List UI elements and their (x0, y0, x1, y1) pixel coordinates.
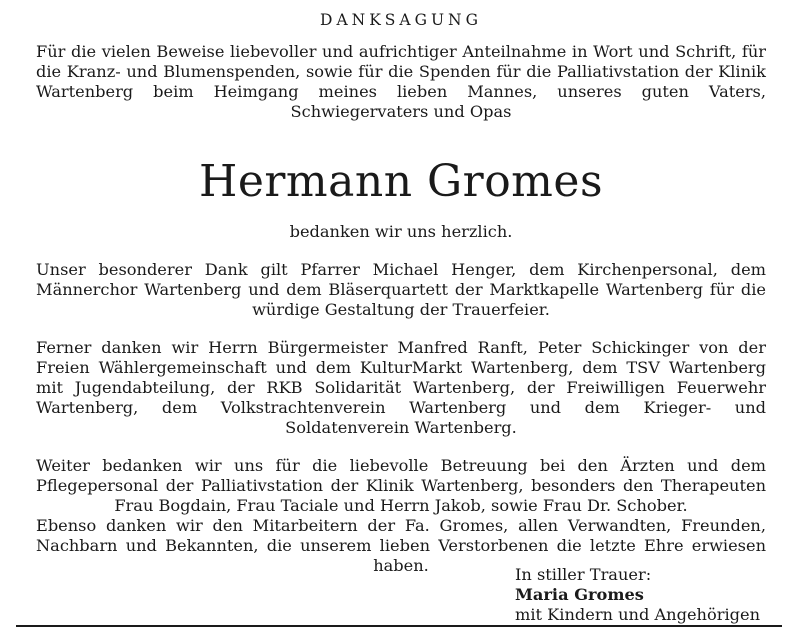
notice-body (36, 10, 766, 576)
signature-block (515, 565, 760, 625)
deceased-name: Hermann Gromes (198, 156, 604, 207)
thanks-line: bedanken wir uns herzlich. (289, 222, 513, 241)
signature-line-3: mit Kindern und Angehörigen (515, 605, 760, 624)
notice-heading: DANKSAGUNG (320, 11, 482, 29)
thanks-paragraph-3: Weiter bedanken wir uns für die liebevolle Betreuung bei den Ärzten und dem Pflegepersonal der Palliativstation der Klinik Wartenberg, besonders den Therapeuten Frau Bogdain, Frau Taciale und Herrn Jakob, sowie Frau Dr. Schober. (36, 456, 766, 515)
signature-name: Maria Gromes (515, 585, 644, 604)
signature-line-1: In stiller Trauer: (515, 565, 652, 584)
thanks-paragraph-1: Unser besonderer Dank gilt Pfarrer Michael Henger, dem Kirchenpersonal, dem Männerchor Wartenberg und dem Bläserquartett der Marktkapelle Wartenberg für die würdige Gestaltung der Trauerfeier. (36, 260, 766, 319)
thanks-paragraph-2: Ferner danken wir Herrn Bürgermeister Manfred Ranft, Peter Schickinger von der Freien Wählergemeinschaft und dem KulturMarkt Wartenberg, dem TSV Wartenberg mit Jugendabteilung, der RKB Solidarität Wartenberg, der Freiwilligen Feuerwehr Wartenberg, dem Volkstrachtenverein Wartenberg und dem Krieger- und Soldatenverein Wartenberg. (36, 338, 766, 437)
thanks-paragraph-4: Ebenso danken wir den Mitarbeitern der Fa. Gromes, allen Verwandten, Freunden, Nachbarn und Bekannten, die unserem lieben Verstorbenen die letzte Ehre erwiesen haben. (36, 516, 766, 575)
intro-paragraph: Für die vielen Beweise liebevoller und aufrichtiger Anteilnahme in Wort und Schrift, für die Kranz- und Blumenspenden, sowie für die Spenden für die Palliativstation der Klinik Wartenberg beim Heimgang meines lieben Mannes, unseres guten Vaters, Schwiegervaters und Opas (36, 42, 766, 121)
